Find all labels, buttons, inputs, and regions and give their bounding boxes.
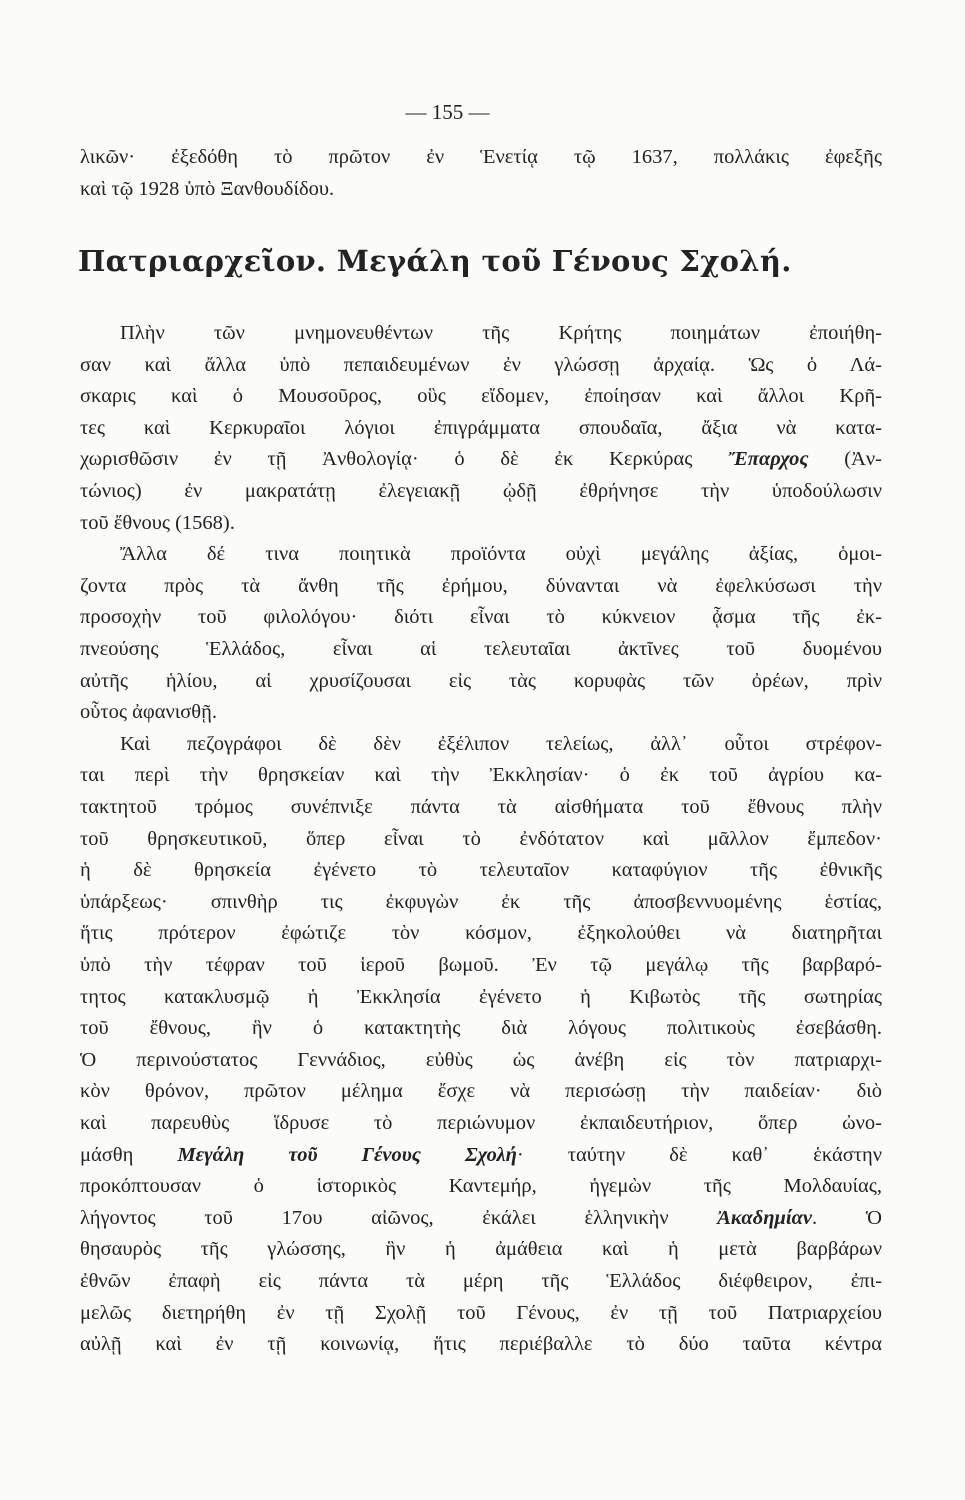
- page-number: [0, 100, 965, 125]
- text-line: [80, 1139, 882, 1171]
- text-segment: · ταύτην δὲ καθ᾽ ἑκάστην: [516, 1143, 883, 1166]
- text-line: ἐθνῶν ἐπαφὴ εἰς πάντα τὰ μέρη τῆς Ἑλλάδος διέφθειρον, ἐπι-: [80, 1270, 882, 1292]
- emphasized-text: Μεγάλη τοῦ Γένους Σχολή: [177, 1143, 517, 1166]
- text-line: οὗτος ἀφανισθῇ.: [80, 701, 217, 724]
- text-line: ται περὶ τὴν θρησκείαν καὶ τὴν Ἐκκλησίαν· ὁ ἐκ τοῦ ἀγρίου κα-: [80, 764, 882, 787]
- text-line: καὶ παρευθὺς ἵδρυσε τὸ περιώνυμον ἐκπαιδευτήριον, ὅπερ ὠνο-: [80, 1112, 882, 1134]
- text-line: πνεούσης Ἑλλάδος, εἶναι αἱ τελευταῖαι ἀκτῖνες τοῦ δυομένου: [80, 638, 882, 660]
- text-line: ἡ δὲ θρησκεία ἐγένετο τὸ τελευταῖον καταφύγιον τῆς ἐθνικῆς: [80, 859, 882, 882]
- text-segment: μάσθη: [80, 1143, 178, 1166]
- text-line: σκαρις καὶ ὁ Μουσοῦρος, οὓς εἴδομεν, ἐποίησαν καὶ ἄλλοι Κρῆ-: [80, 385, 882, 408]
- text-line: τακτητοῦ τρόμος συνέπνιξε πάντα τὰ αἰσθήματα τοῦ ἔθνους πλὴν: [80, 796, 882, 818]
- text-line: μελῶς διετηρήθη ἐν τῇ Σχολῇ τοῦ Γένους, ἐν τῇ τοῦ Πατριαρχείου: [80, 1301, 882, 1324]
- text-line: ζοντα πρὸς τὰ ἄνθη τῆς ἐρήμου, δύνανται νὰ ἐφελκύσωσι τὴν: [80, 574, 882, 597]
- text-line: [80, 443, 882, 475]
- text-line: θησαυρὸς τῆς γλώσσης, ἣν ἡ ἀμάθεια καὶ ἡ μετὰ βαρβάρων: [80, 1238, 882, 1261]
- text-segment: λήγοντος τοῦ 17ου αἰῶνος, ἐκάλει ἑλληνικὴν: [80, 1206, 718, 1229]
- text-line: τοῦ ἔθνους (1568).: [80, 511, 235, 534]
- text-line: προκόπτουσαν ὁ ἱστορικὸς Καντεμήρ, ἡγεμὼν τῆς Μολδαυίας,: [80, 1175, 882, 1198]
- text-line: ἥτις πρότερον ἐφώτιζε τὸν κόσμον, ἐξηκολούθει νὰ διατηρῆται: [80, 922, 882, 945]
- text-line: Καὶ πεζογράφοι δὲ δὲν ἐξέλιπον τελείως, ἀλλ᾽ οὗτοι στρέφον-: [120, 732, 882, 755]
- text-segment: . Ὁ: [812, 1206, 882, 1229]
- text-line: τοῦ θρησκευτικοῦ, ὅπερ εἶναι τὸ ἐνδότατον καὶ μᾶλλον ἔμπεδον·: [80, 827, 882, 850]
- emphasized-text: Ἀκαδημίαν: [717, 1206, 813, 1229]
- text-line: Ἄλλα δέ τινα ποιητικὰ προϊόντα οὐχὶ μεγάλης ἀξίας, ὁμοι-: [120, 543, 882, 566]
- text-line: Ὁ περινούστατος Γεννάδιος, εὐθὺς ὡς ἀνέβη εἰς τὸν πατριαρχι-: [80, 1048, 882, 1071]
- text-line: Πλὴν τῶν μνημονευθέντων τῆς Κρήτης ποιημάτων ἐποιήθη-: [120, 322, 882, 344]
- text-line: τες καὶ Κερκυραῖοι λόγιοι ἐπιγράμματα σπουδαῖα, ἄξια νὰ κατα-: [80, 416, 882, 439]
- text-line: λικῶν· ἐξεδόθη τὸ πρῶτον ἐν Ἑνετίᾳ τῷ 1637, πολλάκις ἐφεξῆς: [80, 146, 882, 168]
- section-heading: Πατριαρχεῖον. Μεγάλη τοῦ Γένους Σχολή.: [78, 244, 792, 278]
- emphasized-text: Ἔπαρχος: [728, 448, 809, 471]
- text-line: αὐλῇ καὶ ἐν τῇ κοινωνίᾳ, ἥτις περιέβαλλε τὸ δύο ταῦτα κέντρα: [80, 1333, 882, 1356]
- text-line: προσοχὴν τοῦ φιλολόγου· διότι εἶναι τὸ κύκνειον ᾆσμα τῆς ἐκ-: [80, 606, 882, 629]
- text-line: ὑπὸ τὴν τέφραν τοῦ ἱεροῦ βωμοῦ. Ἐν τῷ μεγάλῳ τῆς βαρβαρό-: [80, 954, 882, 976]
- text-line: τώνιος) ἐν μακρατάτῃ ἐλεγειακῇ ᾠδῇ ἐθρήνησε τὴν ὑποδούλωσιν: [80, 480, 882, 502]
- text-segment: (Ἀν-: [808, 448, 882, 471]
- text-line: τοῦ ἔθνους, ἣν ὁ κατακτητὴς διὰ λόγους πολιτικοὺς ἐσεβάσθη.: [80, 1017, 882, 1040]
- text-line: τητος κατακλυσμῷ ἡ Ἐκκλησία ἐγένετο ἡ Κιβωτὸς τῆς σωτηρίας: [80, 985, 882, 1008]
- text-line: κὸν θρόνον, πρῶτον μέλημα ἔσχε νὰ περισώσῃ τὴν παιδείαν· διὸ: [80, 1080, 882, 1103]
- text-line: [80, 1202, 882, 1234]
- page-number-text: — 155 —: [405, 100, 490, 124]
- text-line: σαν καὶ ἄλλα ὑπὸ πεπαιδευμένων ἐν γλώσσῃ ἀρχαίᾳ. Ὡς ὁ Λά-: [80, 353, 882, 376]
- text-line: αὐτῆς ἡλίου, αἱ χρυσίζουσαι εἰς τὰς κορυφὰς τῶν ὀρέων, πρὶν: [80, 669, 882, 692]
- text-segment: χωρισθῶσιν ἐν τῇ Ἀνθολογίᾳ· ὁ δὲ ἐκ Κερκύρας: [80, 448, 729, 471]
- text-line: ὑπάρξεως· σπινθὴρ τις ἐκφυγὼν ἐκ τῆς ἀποσβεννυομένης ἑστίας,: [80, 890, 882, 913]
- text-line: καὶ τῷ 1928 ὑπὸ Ξανθουδίδου.: [80, 178, 335, 200]
